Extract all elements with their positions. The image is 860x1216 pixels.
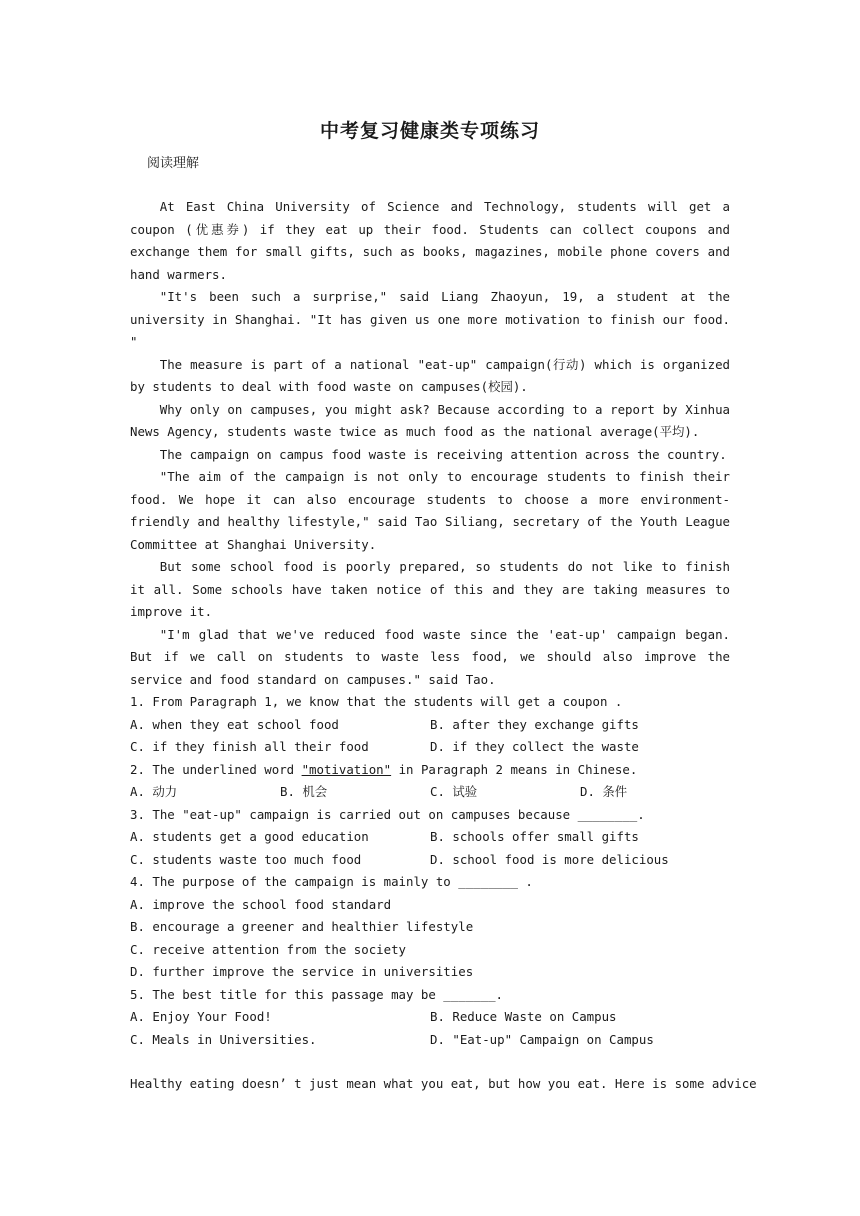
spacer <box>130 1051 730 1073</box>
option: D. "Eat-up" Campaign on Campus <box>430 1031 654 1047</box>
document-body <box>130 196 757 1096</box>
option-row <box>130 1006 730 1029</box>
paragraph: Why only on campuses, you might ask? Because according to a report by Xinhua News Agency, students waste twice as much food as the national average(平均). <box>130 401 730 439</box>
question-stem: 1. From Paragraph 1, we know that the students will get a coupon . <box>130 694 623 709</box>
option: A. improve the school food standard <box>130 896 392 912</box>
option-row <box>130 736 730 759</box>
next-passage-line: Healthy eating doesn’ t just mean what you eat, but how you eat. Here is some advice <box>130 1076 757 1091</box>
question-stem: 5. The best title for this passage may be _______. <box>130 986 503 1002</box>
question-stem: 3. The "eat-up" campaign is carried out on campuses because ________. <box>130 806 645 822</box>
option: B. after they exchange gifts <box>430 716 639 732</box>
option: A. when they eat school food <box>130 716 339 732</box>
option: C. Meals in Universities. <box>130 1031 317 1047</box>
option: A. 动力 <box>130 784 178 799</box>
option: A. Enjoy Your Food! <box>130 1009 272 1024</box>
paragraph: "I'm glad that we've reduced food waste since the 'eat-up' campaign began. But if we call on students to waste less food, we should also improve the service and food standard on campuses." said Tao. <box>130 626 730 687</box>
question-stem: 4. The purpose of the campaign is mainly to ________ . <box>130 874 533 889</box>
option-row <box>130 714 730 737</box>
paragraph: The campaign on campus food waste is receiving attention across the country. <box>159 446 727 462</box>
option: D. 条件 <box>580 784 628 799</box>
option: C. receive attention from the society <box>130 941 407 957</box>
paragraph: At East China University of Science and Technology, students will get a coupon (优惠券) if they eat up their food. Students can collect coupons and exchange them for small gifts, such as books, magazines, mobile phone covers and hand warmers. <box>130 199 730 282</box>
option: C. students waste too much food <box>130 851 362 867</box>
option: D. if they collect the waste <box>430 739 639 754</box>
section-heading: 阅读理解 <box>147 156 200 171</box>
question-stem: 2. The underlined word "motivation" in Paragraph 2 means in Chinese. <box>130 761 638 777</box>
paragraph: "It's been such a surprise," said Liang Zhaoyun, 19, a student at the university in Shanghai. "It has given us one more motivation to finish our food. " <box>130 289 730 349</box>
paragraph: But some school food is poorly prepared, so students do not like to finish it all. Some schools have taken notice of this and they are taking measures to improve it. <box>130 559 730 619</box>
option-row <box>130 849 730 872</box>
option: B. Reduce Waste on Campus <box>430 1009 617 1024</box>
underlined-word: "motivation" <box>301 761 392 777</box>
option: B. schools offer small gifts <box>430 829 639 844</box>
option: A. students get a good education <box>130 829 369 844</box>
option-row <box>130 1029 730 1052</box>
paragraph: "The aim of the campaign is not only to encourage students to finish their food. We hope it can also encourage students to choose a more environment-friendly and healthy lifestyle," said Tao Siliang, secretary of the Youth League Committee at Shanghai University. <box>130 469 730 552</box>
option-row <box>130 826 730 849</box>
page-title: 中考复习健康类专项练习 <box>319 120 540 142</box>
option: C. 试验 <box>430 784 478 799</box>
option-row <box>130 781 730 804</box>
option: D. school food is more delicious <box>430 851 669 867</box>
option: C. if they finish all their food <box>130 739 369 754</box>
paragraph: The measure is part of a national "eat-up" campaign(行动) which is organized by students to deal with food waste on campuses(校园). <box>130 356 730 394</box>
option: B. 机会 <box>280 784 328 799</box>
option: D. further improve the service in universities <box>130 964 474 979</box>
option: B. encourage a greener and healthier lifestyle <box>130 919 474 934</box>
